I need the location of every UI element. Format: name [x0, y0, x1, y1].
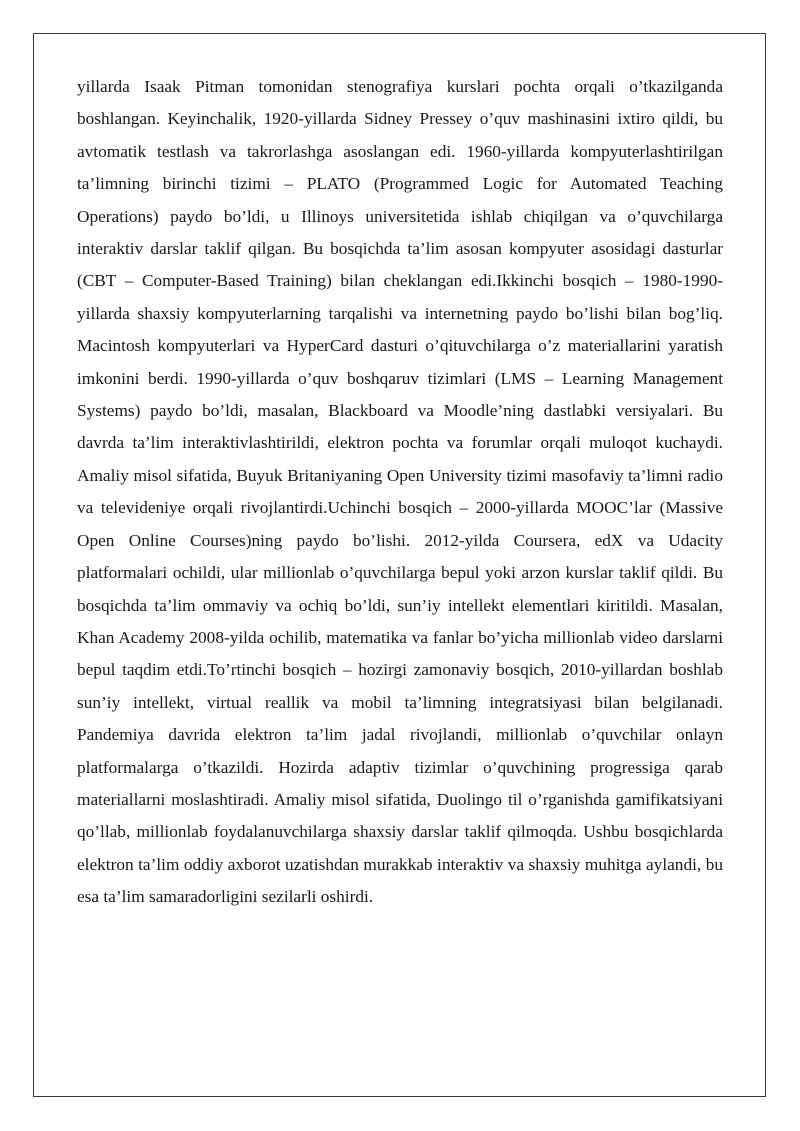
body-paragraph: yillarda Isaak Pitman tomonidan stenografiya kurslari pochta orqali o’tkazilganda boshlangan. Keyinchalik, 1920-yillarda Sidney Pressey o’quv mashinasini ixtiro qildi, bu avtomatik testlash va takrorlashga asoslangan edi. 1960-yillarda kompyuterlashtirilgan ta’limning birinchi tizimi – PLATO (Programmed Logic for Automated Teaching Operations) paydo bo’ldi, u Illinoys universitetida ishlab chiqilgan va o’quvchilarga interaktiv darslar taklif qilgan. Bu bosqichda ta’lim asosan kompyuter asosidagi dasturlar (CBT – Computer-Based Training) bilan cheklangan edi.Ikkinchi bosqich – 1980-1990-yillarda shaxsiy kompyuterlarning tarqalishi va internetning paydo bo’lishi bilan bog’liq. Macintosh kompyuterlari va HyperCard dasturi o’qituvchilarga o’z materiallarini yaratish imkonini berdi. 1990-yillarda o’quv boshqaruv tizimlari (LMS – Learning Management Systems) paydo bo’ldi, masalan, Blackboard va Moodle’ning dastlabki versiyalari. Bu davrda ta’lim interaktivlashtirildi, elektron pochta va forumlar orqali muloqot kuchaydi. Amaliy misol sifatida, Buyuk Britaniyaning Open University tizimi masofaviy ta’limni radio va televideniye orqali rivojlantirdi.Uchinchi bosqich – 2000-yillarda MOOC’lar (Massive Open Online Courses)ning paydo bo’lishi. 2012-yilda Coursera, edX va Udacity platformalari ochildi, ular millionlab o’quvchilarga bepul yoki arzon kurslar taklif qildi. Bu bosqichda ta’lim ommaviy va ochiq bo’ldi, sun’iy intellekt elementlari kiritildi. Masalan, Khan Academy 2008-yilda ochilib, matematika va fanlar bo’yicha millionlab video darslarni bepul taqdim etdi.To’rtinchi bosqich – hozirgi zamonaviy bosqich, 2010-yillardan boshlab sun’iy intellekt, virtual reallik va mobil ta’limning integratsiyasi bilan belgilanadi. Pandemiya davrida elektron ta’lim jadal rivojlandi, millionlab o’quvchilar onlayn platformalarga o’tkazildi. Hozirda adaptiv tizimlar o’quvchining progressiga qarab materiallarni moslashtiradi. Amaliy misol sifatida, Duolingo til o’rganishda gamifikatsiyani qo’llab, millionlab foydalanuvchilarga shaxsiy darslar taklif qilmoqda. Ushbu bosqichlarda elektron ta’lim oddiy axborot uzatishdan murakkab interaktiv va shaxsiy muhitga aylandi, bu esa ta’lim samaradorligini sezilarli oshirdi. — [77, 77, 723, 907]
